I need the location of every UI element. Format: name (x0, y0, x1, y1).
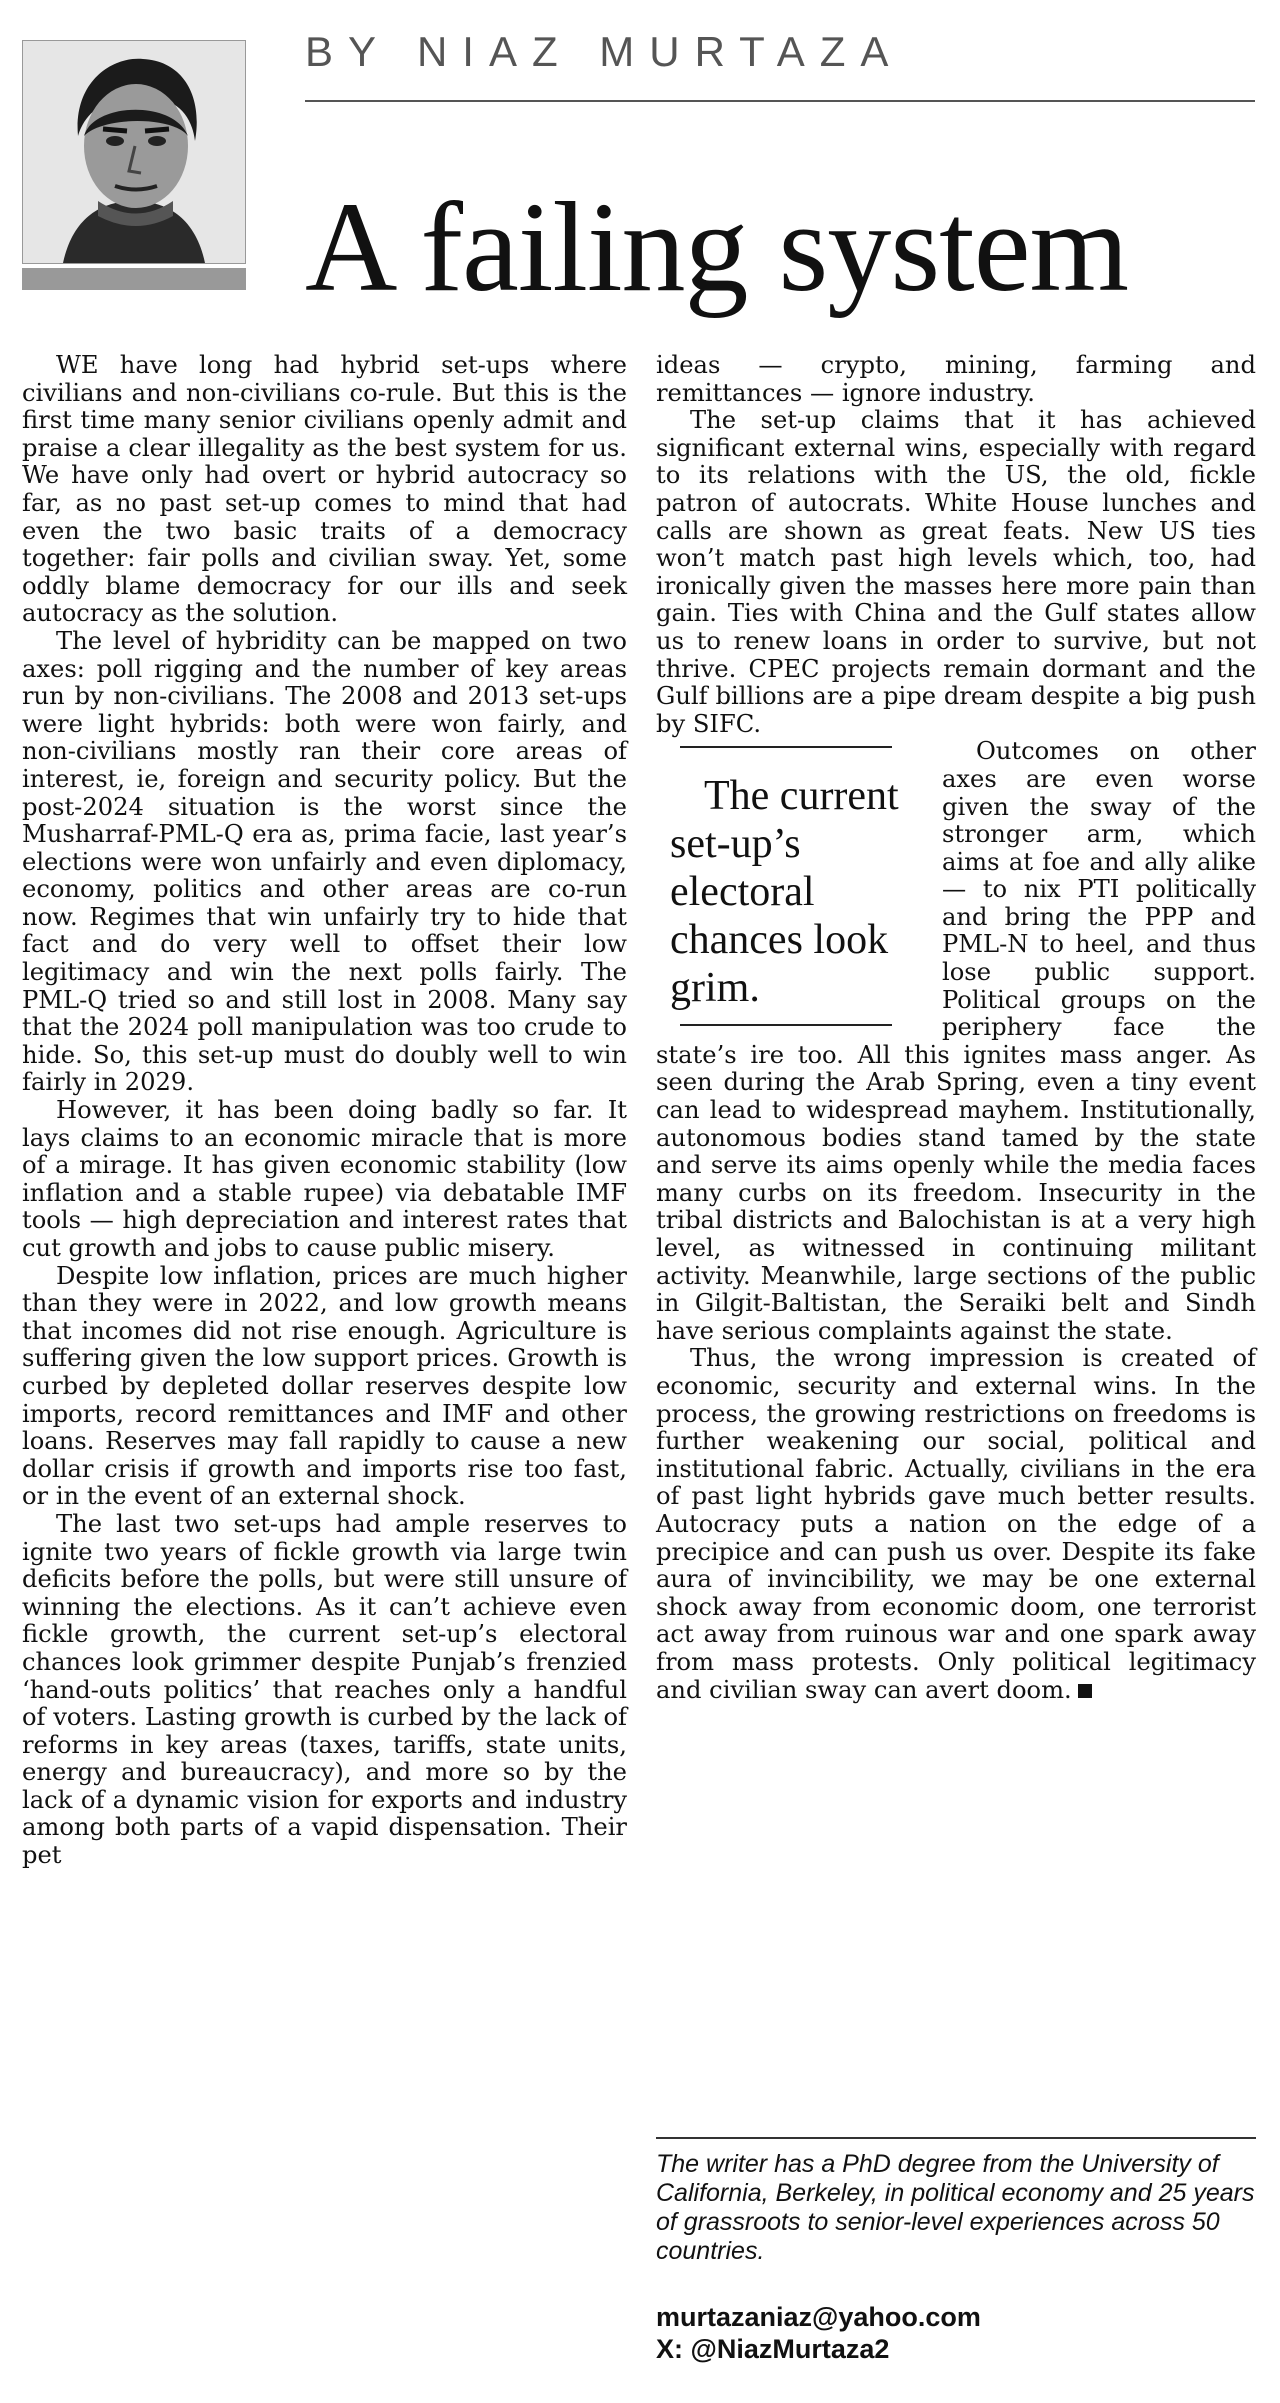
author-x-handle: X: @NiazMurtaza2 (656, 2334, 890, 2364)
author-bio: The writer has a PhD degree from the University of California, Berkeley, in political economy and 25 years of grassroots to senior-level experiences across 50 countries. (656, 2150, 1255, 2265)
end-mark-icon (1078, 1684, 1092, 1698)
byline-rule (305, 100, 1255, 102)
paragraph-text: Outcomes on other axes are even worse given the sway of the stronger arm, which aims at foe and ally alike — to nix PTI politically and bring the PPP and PML-N to heel, and thus lose public support. Political groups on the periphery face the state’s ire too. All this ignites mass anger. As seen during the Arab Spring, even a tiny event can lead to widespread mayhem. Institutionally, autonomous bodies stand tamed by the state and serve its aims openly while the media faces many curbs on its freedom. Insecurity in the tribal districts and Balochistan is at a very high level, as witnessed in continuing militant activity. Meanwhile, large sections of the public in Gilgit-Baltistan, the Seraiki belt and Sindh have serious complaints against the state. (656, 737, 1256, 1345)
bio-rule (656, 2137, 1256, 2139)
pull-quote-box (648, 746, 918, 1026)
paragraph: However, it has been doing badly so far. It lays claims to an economic miracle that is more of a mirage. It has given economic stability (low inflation and a stable rupee) via debatable IMF tools — high depreciation and interest rates that cut growth and jobs to cause public misery. (22, 1096, 627, 1262)
paragraph: WE have long had hybrid set-ups where civilians and non-civilians co-rule. But this is the first time many senior civilians openly admit and praise a clear illegality as the best system for us. We have only had overt or hybrid autocracy so far, as no past set-up comes to mind that had even the two basic traits of a democracy together: fair polls and civilian sway. Yet, some oddly blame democracy for our ills and seek autocracy as the solution. (22, 351, 627, 628)
paragraph: The set-up claims that it has achieved significant external wins, especially with regard to its relations with the US, the old, fickle patron of autocrats. White House lunches and calls are shown as great feats. New US ties won’t match past high levels which, too, had ironically given the masses here more pain than gain. Ties with China and the Gulf states allow us to renew loans in order to survive, but not thrive. CPEC projects remain dormant and the Gulf billions are a pipe dream despite a big push by SIFC. (656, 406, 1256, 738)
author-portrait (22, 40, 246, 264)
paragraph: The last two set-ups had ample reserves to ignite two years of fickle growth via large twin deficits before the polls, but were still unsure of winning the elections. As it can’t achieve even fickle growth, the current set-up’s electoral chances look grimmer despite Punjab’s frenzied ‘hand-outs politics’ that reaches only a handful of voters. Lasting growth is curbed by the lack of reforms in key areas (taxes, tariffs, state units, energy and bureaucracy), and more so by the lack of a dynamic vision for exports and industry among both parts of a vapid dispensation. Their pet (22, 1509, 627, 1870)
article-column-right (656, 352, 1256, 1704)
author-email: murtazaniaz@yahoo.com (656, 2302, 981, 2332)
paragraph: The level of hybridity can be mapped on two axes: poll rigging and the number of key areas run by non-civilians. The 2008 and 2013 set-ups were light hybrids: both were won fairly, and non-civilians mostly ran their core areas of interest, ie, foreign and security policy. But the post-2024 situation is the worst since the Musharraf-PML-Q era as, prima facie, last year’s elections were won unfairly and even diplomacy, economy, politics and other areas are co-run now. Regimes that win unfairly try to hide that fact and do very well to offset their low legitimacy and win the next polls fairly. The PML-Q tried so and still lost in 2008. Many say that the 2024 poll manipulation was too crude to hide. So, this set-up must do doubly well to win fairly in 2029. (22, 626, 627, 1097)
paragraph-with-pullquote (656, 738, 1256, 1345)
article-column-left (22, 352, 627, 1870)
paragraph-final (656, 1345, 1256, 1704)
pull-quote: The current set-up’s electoral chances look grim. (670, 773, 899, 1012)
pull-quote-rule-bottom (680, 1024, 892, 1026)
pull-quote-rule-top (680, 746, 892, 748)
paragraph: Despite low inflation, prices are much higher than they were in 2022, and low growth means that incomes did not rise enough. Agriculture is suffering given the low support prices. Growth is curbed by depleted dollar reserves despite low imports, record remittances and IMF and other loans. Reserves may fall rapidly to cause a new dollar crisis if growth and imports rise too fast, or in the event of an external shock. (22, 1261, 627, 1511)
portrait-underline-bar (22, 268, 246, 290)
paragraph: ideas — crypto, mining, farming and remittances — ignore industry. (656, 351, 1256, 407)
paragraph-text: Thus, the wrong impression is created of economic, security and external wins. In the process, the growing restrictions on freedoms is further weakening our social, political and institutional fabric. Actually, civilians in the era of past light hybrids gave much better results. Autocracy puts a nation on the edge of a precipice and can push us over. Despite its fake aura of invincibility, we may be one external shock away from economic doom, one terrorist act away from ruinous war and one spark away from mass protests. Only political legitimacy and civilian sway can avert doom. (656, 1344, 1256, 1704)
headline: A failing system (305, 176, 1129, 318)
byline: BY NIAZ MURTAZA (305, 28, 904, 75)
